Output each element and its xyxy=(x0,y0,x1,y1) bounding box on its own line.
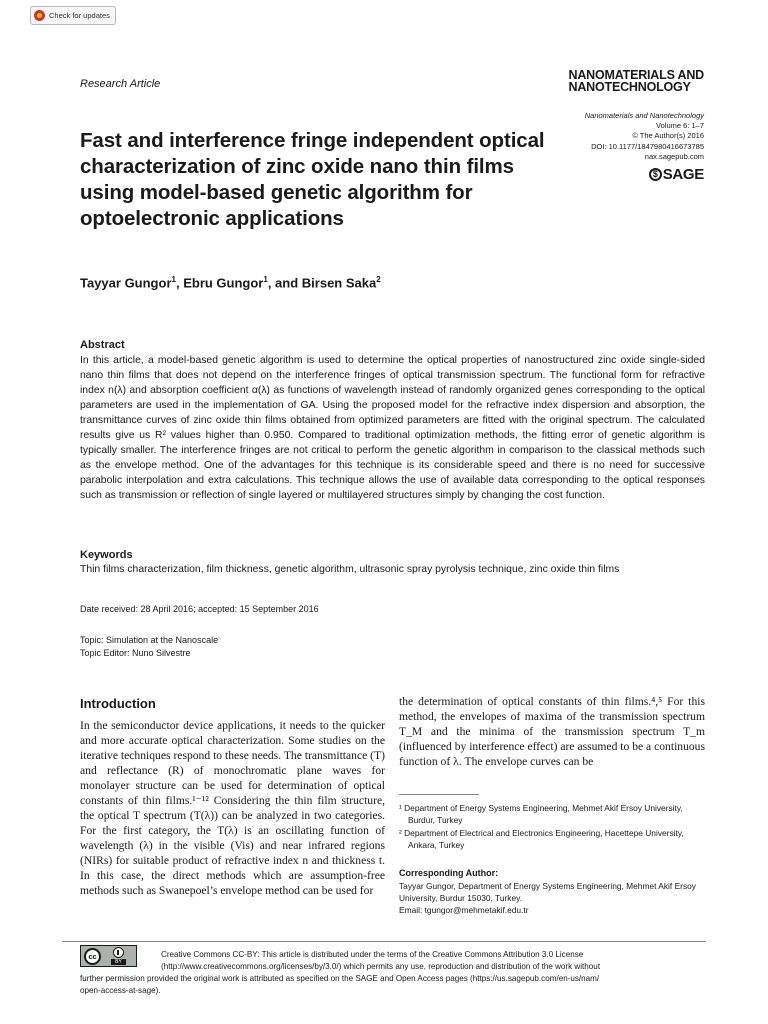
check-for-updates-label: Check for updates xyxy=(49,11,110,20)
keywords-heading: Keywords xyxy=(80,549,133,561)
keywords-text: Thin films characterization, film thickness, genetic algorithm, ultrasonic spray pyrolysis technique, zinc oxide thin films xyxy=(80,564,620,575)
crossmark-icon xyxy=(34,10,45,21)
article-title: Fast and interference fringe independent optical characterization of zinc oxide nano thin films using model-based genetic algorithm for optoelectronic applications xyxy=(80,129,545,230)
footnote-divider xyxy=(399,794,479,795)
cc-icon: cc xyxy=(84,948,101,965)
volume: Volume 6: 1–7 xyxy=(656,121,704,131)
affiliation-footnotes xyxy=(399,802,709,852)
affiliation-2: ² Department of Electrical and Electronics Engineering, Hacettepe University, Ankara, Turkey xyxy=(399,828,684,850)
corresponding-author-details xyxy=(399,880,709,916)
copyright: © The Author(s) 2016 xyxy=(632,131,704,141)
article-dates: Date received: 28 April 2016; accepted: 15 September 2016 xyxy=(80,604,319,614)
introduction-right-column: the determination of optical constants of thin films.⁴,⁵ For this method, the envelopes of maxima of the transmission spectrum T_M and the minima of the transmission spectrum T_m (influenced by interference effect) are assumed to be a continuous function of λ. The envelope curves can be xyxy=(399,695,705,768)
corresponding-author-email[interactable]: Email: tgungor@mehmetakif.edu.tr xyxy=(399,905,529,915)
sage-mark-icon: $ xyxy=(649,168,662,181)
article-type: Research Article xyxy=(80,78,161,90)
journal-brand-line2: NANOTECHNOLOGY xyxy=(568,80,691,94)
check-for-updates-button[interactable] xyxy=(30,6,116,25)
sage-logo xyxy=(649,166,704,183)
license-line: open-access-at-sage). xyxy=(80,986,161,995)
publisher-name: SAGE xyxy=(662,166,704,183)
license-line: further permission provided the original work is attributed as specified on the SAGE and Open Access pages (https://us.sagepub.com/en-us/nam/ xyxy=(80,974,600,983)
journal-url-link[interactable]: nax.sagepub.com xyxy=(644,151,704,161)
abstract-text: In this article, a model-based genetic algorithm is used to determine the optical properties of nanostructured zinc oxide single-sided nano thin films that does not depend on the interference fringes of optical transmission spectrum. The functional form for refractive index n(λ) and absorption coefficient α(λ) as functions of wavelength instead of randomly organized genes corresponding to the optical parameters are used in the implementation of GA. Using the proposed model for the refractive index dispersion and absorption, the transmittance curves of zinc oxide thin films obtained from optimized parameters are fitted with the original spectrum. The calculated results give us R² values higher than 0.950. Compared to traditional optimization methods, the fitting error of genetic algorithm is typically smaller. The interference fringes are not critical to perform the genetic algorithm in comparison to the classical methods such as the envelope method. One of the advantages for this technique is its considerable speed and there is no need for successive parabolic interpolation and extra calculations. This technique allows the use of available data corresponding to the optical responses such as transmission or reflection of single layered or multilayered structures simply by changing the cost function. xyxy=(80,355,705,501)
author-affiliation-marker: 2 xyxy=(376,275,381,284)
license-line: Creative Commons CC-BY: This article is distributed under the terms of the Creative Commons Attribution 3.0 License xyxy=(161,950,584,959)
author-name[interactable]: Ebru Gungor xyxy=(183,275,264,291)
abstract-heading: Abstract xyxy=(80,339,125,351)
license-divider xyxy=(62,941,706,942)
topic-editor: Topic Editor: Nuno Silvestre xyxy=(80,648,191,658)
topic-block xyxy=(80,634,218,660)
author-affiliation-marker: 1 xyxy=(171,275,176,284)
topic: Topic: Simulation at the Nanoscale xyxy=(80,635,219,645)
journal-name: Nanomaterials and Nanotechnology xyxy=(584,111,704,120)
by-label: BY xyxy=(111,959,126,965)
doi-link[interactable]: DOI: 10.1177/1847980416673785 xyxy=(591,141,704,151)
license-text xyxy=(80,949,710,997)
corresponding-author-address: Tayyar Gungor, Department of Energy Systems Engineering, Mehmet Akif Ersoy University, Burdur 15030, Turkey. xyxy=(399,881,696,903)
author-name[interactable]: Tayyar Gungor xyxy=(80,275,172,291)
author-separator: , and xyxy=(267,275,302,291)
license-line: (http://www.creativecommons.org/licenses/by/3.0/) which permits any use, reproduction and distribution of the work without xyxy=(161,962,601,971)
introduction-left-column: In the semiconductor device applications, it needs to the quicker and more accurate optical characterization. Some studies on the iterative techniques respond to these needs. The transmittance (T) and reflectance (R) of monochromatic plane waves for monolayer structure can be used for determination of optical constants of thin films.¹⁻¹² Considering the thin film structure, the optical T spectrum (T(λ)) can be analyzed in two categories. For the first category, the T(λ) is an oscillating function of wavelength (λ) in the visible (Vis) and near infrared regions (NIRs) for suitable product of refractive index n and thickness t. In this case, the direct methods which are assumption-free methods such as Swanepoel’s envelope method can be used for xyxy=(80,719,385,897)
author-name[interactable]: Birsen Saka xyxy=(301,275,377,291)
journal-brand xyxy=(569,69,704,93)
author-list xyxy=(80,275,381,290)
author-affiliation-marker: 1 xyxy=(263,275,268,284)
corresponding-author-heading: Corresponding Author: xyxy=(399,868,499,878)
journal-brand-line1: NANOMATERIALS AND xyxy=(568,68,704,82)
affiliation-1: ¹ Department of Energy Systems Engineering, Mehmet Akif Ersoy University, Burdur, Turkey xyxy=(399,803,683,825)
author-separator: , xyxy=(175,275,184,291)
introduction-heading: Introduction xyxy=(80,696,156,711)
